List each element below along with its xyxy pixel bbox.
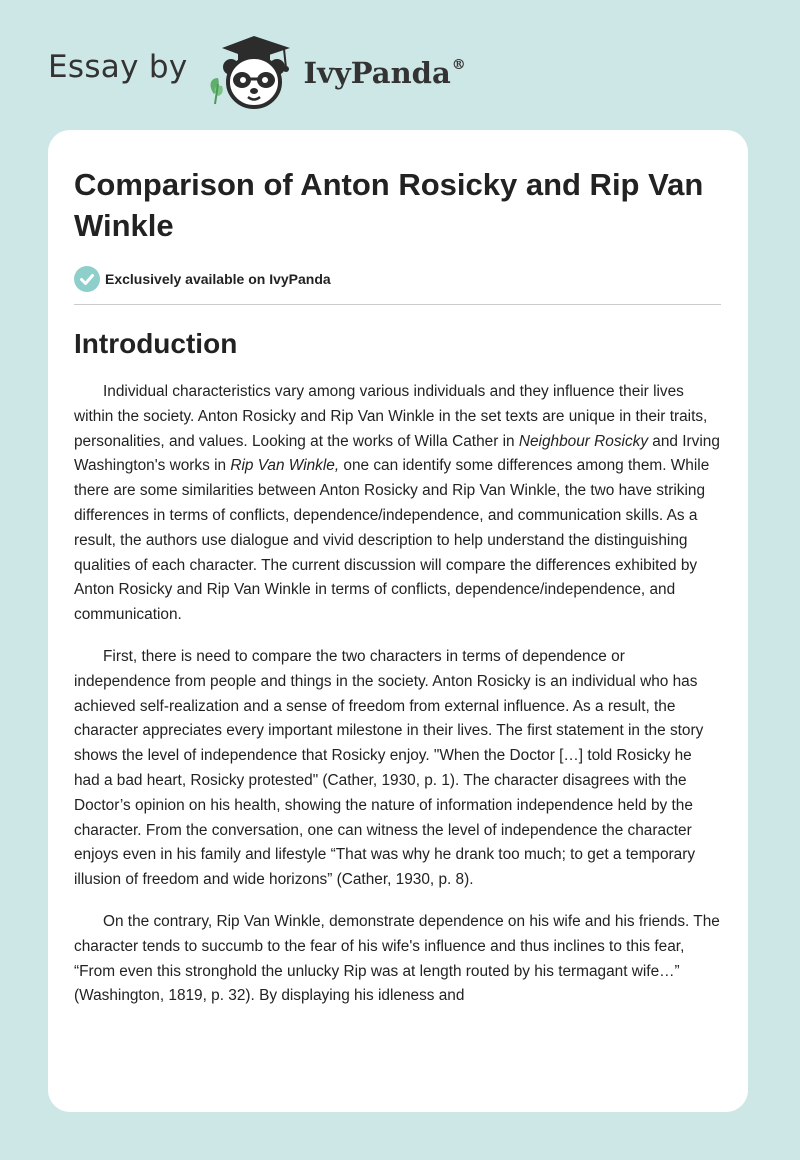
brand-name: IvyPanda®	[303, 56, 466, 90]
section-heading: Introduction	[74, 328, 238, 359]
check-circle-icon	[74, 266, 100, 292]
paragraph-3: On the contrary, Rip Van Winkle, demonstrate dependence on his wife and his friends. The character tends to succumb to the fear of his wife's influence and thus inclines to this fear, “From even this stronghold the unlucky Rip was at length routed by his termagant wife…” (Washington, 1819, p. 32). By displaying his idleness and	[74, 912, 720, 1005]
panda-graduate-icon	[204, 34, 296, 110]
divider	[74, 304, 721, 305]
exclusive-badge	[74, 266, 721, 292]
essay-by-label: Essay by	[48, 49, 188, 85]
paragraph-2: First, there is need to compare the two characters in terms of dependence or independence from people and things in the society. Anton Rosicky is an individual who has achieved self-realization and a sense of freedom from external influence. As a result, the character appreciates every important milestone in their lives. The first statement in the story shows the level of independence that Rosicky enjoy. "When the Doctor […] told Rosicky he had a bad heart, Rosicky protested" (Cather, 1930, p. 1). The character disagrees with the Doctor’s opinion on his health, showing the nature of information independence held by the character. From the conversation, one can witness the level of independence the character enjoys even in his family and lifestyle “That was why he drank too much; to get a temporary illusion of freedom and wide horizons” (Cather, 1930, p. 8).	[74, 647, 704, 889]
essay-card	[48, 130, 748, 1112]
book-title-neighbour-rosicky: Neighbour Rosicky	[518, 432, 649, 450]
site-header	[48, 34, 508, 110]
paragraph-1: Individual characteristics vary among various individuals and they influence their lives within the society. Anton Rosicky and Rip Van Winkle in the set texts are unique in their traits, personalities, and values. Looking at the works of Willa Cather in Neighbour Rosicky and Irving Washington's works in Rip Van Winkle, one can identify some differences among them. While there are some similarities between Anton Rosicky and Rip Van Winkle, the two have striking differences in terms of conflicts, dependence/independence, and communication skills. As a result, the authors use dialogue and vivid description to help understand the distinguishing qualities of each character. The current discussion will compare the differences exhibited by Anton Rosicky and Rip Van Winkle in terms of conflicts, dependence/independence, and communication.	[74, 383, 720, 624]
page-title: Comparison of Anton Rosicky and Rip Van Winkle	[74, 167, 704, 243]
exclusive-badge-label: Exclusively available on IvyPanda	[105, 271, 331, 287]
registered-mark: ®	[451, 57, 466, 73]
book-title-rip-van-winkle: Rip Van Winkle,	[230, 457, 340, 475]
